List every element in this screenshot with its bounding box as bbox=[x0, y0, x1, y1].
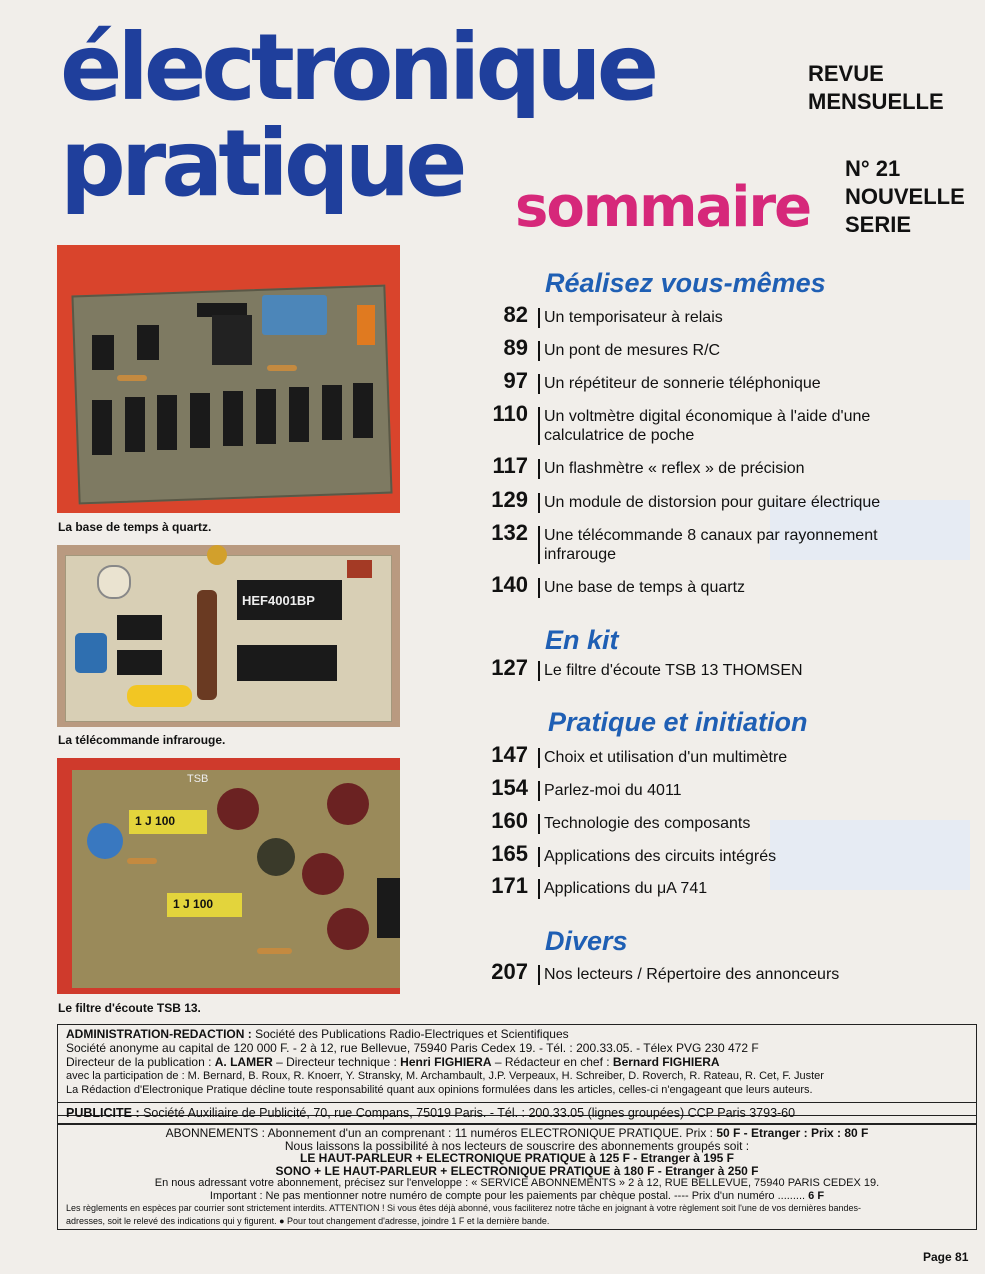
abo-line5: En nous adressant votre abonnement, précisez sur l'enveloppe : « SERVICE ABONNEMENTS » 2 à 12, RUE BELLEVUE, 75940 PARIS CEDEX 19. bbox=[154, 1177, 880, 1189]
toc-page: 165 bbox=[491, 841, 528, 866]
admin-line2: Société anonyme au capital de 120 000 F. - 2 à 12, rue Bellevue, 75940 Paris Cedex 19. - Tél. : 200.33.05. - Télex PVG 230 472 F bbox=[66, 1041, 759, 1055]
toc-entry[interactable] bbox=[470, 453, 950, 478]
sommaire-heading: sommaire bbox=[515, 175, 811, 240]
toc-entry[interactable] bbox=[470, 368, 950, 393]
toc-title: Un répétiteur de sonnerie téléphonique bbox=[544, 375, 821, 392]
mensuelle-label: MENSUELLE bbox=[808, 89, 944, 114]
masthead-title-line2: pratique bbox=[60, 110, 463, 217]
caption-photo3: Le filtre d'écoute TSB 13. bbox=[58, 1001, 201, 1015]
toc-title: Un temporisateur à relais bbox=[544, 309, 723, 326]
photo-filtre-tsb13 bbox=[57, 758, 400, 994]
toc-entry[interactable] bbox=[470, 742, 950, 767]
page-number: Page 81 bbox=[923, 1250, 969, 1264]
section-pratique: Pratique et initiation bbox=[548, 707, 808, 737]
toc-page: 207 bbox=[491, 959, 528, 984]
nouvelle-label: NOUVELLE bbox=[845, 184, 965, 209]
toc-page: 117 bbox=[492, 453, 528, 478]
photo-base-de-temps bbox=[57, 245, 400, 513]
toc-entry[interactable] bbox=[470, 959, 950, 984]
toc-title: Applications du μA 741 bbox=[544, 880, 708, 897]
abo-line8: adresses, soit le relevé des indications qui y figurent. ● Pour tout changement d'adresse, joindre 1 F et la dernière bande. bbox=[66, 1215, 550, 1226]
toc-page: 82 bbox=[503, 302, 528, 327]
admin-line3: Directeur de la publication : A. LAMER – Directeur technique : Henri FIGHIERA – Rédacteur en chef : Bernard FIGHIERA bbox=[66, 1055, 720, 1069]
toc-title: Un module de distorsion pour guitare électrique bbox=[544, 494, 881, 511]
issue-number: N° 21 bbox=[845, 156, 901, 181]
admin-line1: ADMINISTRATION-REDACTION : Société des Publications Radio-Electriques et Scientifiques bbox=[66, 1027, 569, 1041]
toc-title: Technologie des composants bbox=[544, 815, 751, 832]
toc-entry[interactable] bbox=[470, 775, 950, 800]
revue-label: REVUE bbox=[808, 61, 884, 86]
admin-line4: avec la participation de : M. Bernard, B. Roux, R. Knoerr, Y. Stransky, M. Archambault, J.P. Verpeaux, H. Schreiber, D. Roverch, R. Rateau, R. Cet, F. Juster bbox=[66, 1070, 824, 1082]
toc-title: Nos lecteurs / Répertoire des annonceurs bbox=[544, 966, 840, 983]
toc-entry[interactable] bbox=[470, 873, 950, 898]
abo-line7: Les règlements en espèces par courrier sont strictement interdits. ATTENTION ! Si vous êtes déjà abonné, vous faciliterez notre tâche en joignant à votre règlement soit l'une de vos dernières bandes- bbox=[66, 1203, 861, 1213]
toc-page: 127 bbox=[491, 655, 528, 680]
toc-page: 132 bbox=[491, 520, 528, 545]
publicite-box bbox=[57, 1102, 977, 1124]
toc-entry[interactable] bbox=[470, 302, 950, 327]
section-divers: Divers bbox=[545, 926, 628, 956]
toc-title: Un voltmètre digital économique à l'aide d'une calculatrice de poche bbox=[544, 408, 871, 444]
toc-title: Un pont de mesures R/C bbox=[544, 342, 721, 359]
section-enkit: En kit bbox=[545, 625, 619, 655]
toc-page: 160 bbox=[491, 808, 528, 833]
toc-title: Une télécommande 8 canaux par rayonnement infrarouge bbox=[544, 527, 878, 563]
serie-label: SERIE bbox=[845, 212, 912, 237]
toc-entry[interactable] bbox=[470, 841, 950, 866]
toc-entry[interactable] bbox=[470, 335, 950, 360]
toc-page: 89 bbox=[503, 335, 528, 360]
toc-page: 110 bbox=[492, 401, 528, 426]
toc-title: Le filtre d'écoute TSB 13 THOMSEN bbox=[544, 662, 803, 679]
abo-line4: SONO + LE HAUT-PARLEUR + ELECTRONIQUE PRATIQUE à 180 F - Etranger à 250 F bbox=[275, 1163, 759, 1178]
abonnements-box bbox=[57, 1124, 977, 1230]
abo-line6: Important : Ne pas mentionner notre numéro de compte pour les paiements par chèque postal. ---- Prix d'un numéro ......... 6 F bbox=[209, 1189, 825, 1202]
toc-page: 171 bbox=[491, 873, 528, 898]
abo-line1: ABONNEMENTS : Abonnement d'un an comprenant : 11 numéros ELECTRONIQUE PRATIQUE. Prix : 50 F - Etranger : Prix : 80 F bbox=[165, 1126, 869, 1140]
publicite-label: PUBLICITE : bbox=[66, 1106, 140, 1120]
board-label-tsb: TSB bbox=[187, 773, 209, 785]
issue-info bbox=[808, 60, 944, 116]
toc-title: Une base de temps à quartz bbox=[544, 579, 746, 596]
toc-entry[interactable] bbox=[470, 487, 950, 512]
section-realisez: Réalisez vous-mêmes bbox=[545, 268, 826, 298]
cap-label-2: 1 J 100 bbox=[173, 897, 214, 911]
toc-title: Choix et utilisation d'un multimètre bbox=[544, 749, 788, 766]
toc-entry[interactable] bbox=[470, 401, 950, 445]
toc-entry[interactable] bbox=[470, 572, 950, 597]
toc-title: Un flashmètre « reflex » de précision bbox=[544, 460, 805, 477]
toc-page: 129 bbox=[491, 487, 528, 512]
photo-telecommande bbox=[57, 545, 400, 727]
caption-photo2: La télécommande infrarouge. bbox=[58, 733, 226, 747]
toc-entry[interactable] bbox=[470, 520, 950, 564]
caption-photo1: La base de temps à quartz. bbox=[58, 520, 212, 534]
toc-page: 97 bbox=[503, 368, 528, 393]
chip-label-hef: HEF4001BP bbox=[242, 593, 315, 608]
toc-title: Parlez-moi du 4011 bbox=[544, 782, 682, 799]
toc-page: 140 bbox=[491, 572, 528, 597]
admin-line5: La Rédaction d'Electronique Pratique décline toute responsabilité quant aux opinions formulées dans les articles, celles-ci n'engageant que leurs auteurs. bbox=[66, 1084, 813, 1096]
cap-label-1: 1 J 100 bbox=[135, 814, 176, 828]
abo-line3: LE HAUT-PARLEUR + ELECTRONIQUE PRATIQUE à 125 F - Etranger à 195 F bbox=[300, 1151, 734, 1165]
toc-entry[interactable] bbox=[470, 655, 950, 680]
toc-page: 147 bbox=[491, 742, 528, 767]
publicite-text: Société Auxiliaire de Publicité, 70, rue Compans, 75019 Paris. - Tél. : 200.33.05 (lignes groupées) CCP Paris 3793-60 bbox=[143, 1106, 796, 1120]
toc-page: 154 bbox=[491, 775, 528, 800]
abo-line2: Nous laissons la possibilité à nos lecteurs de souscrire des abonnements groupés soit : bbox=[284, 1138, 750, 1153]
toc-title: Applications des circuits intégrés bbox=[544, 848, 777, 865]
toc-entry[interactable] bbox=[470, 808, 950, 833]
masthead-title-line1: électronique bbox=[60, 14, 655, 121]
